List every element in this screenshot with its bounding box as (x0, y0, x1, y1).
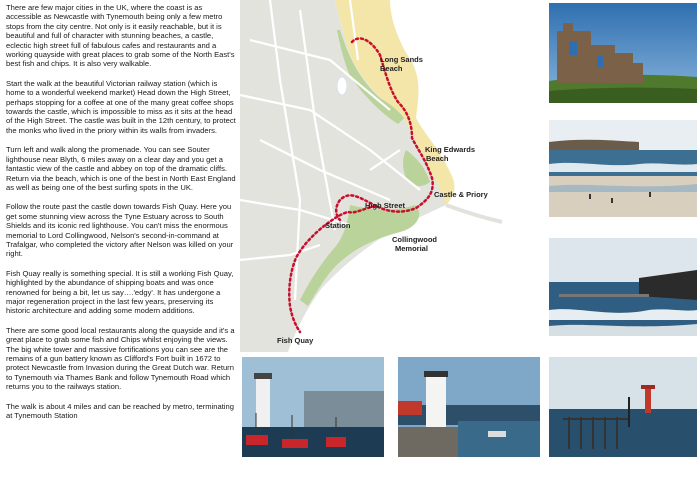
red-lighthouse-photo (549, 357, 697, 457)
label-king-edwards: King Edwards (425, 145, 476, 154)
label-collingwood: Collingwood (392, 235, 437, 244)
article-text (6, 3, 238, 430)
north-pier (446, 205, 502, 222)
fish-quay-photo (242, 357, 384, 457)
label-king-edwards-beach: Beach (426, 154, 449, 163)
paragraph-intro: There are few major cities in the UK, where the coast is as accessible as Newcastle with Tynemouth being only a few metro stops from the city centre. Not only is it easily reachable, but it is beautiful and full of character with stunning beaches, a castle, eclectic high street full of fabulous cafes and restaurants and a working quayside with great places to grab some of the North East's best fish and chips. It is also very walkable. (6, 3, 235, 69)
map-svg (240, 0, 545, 352)
beach-waves-photo (549, 120, 697, 217)
label-high-street: High Street (365, 201, 406, 210)
label-castle-priory: Castle & Priory (434, 190, 488, 199)
label-collingwood-memorial: Memorial (395, 244, 428, 253)
white-tower-photo (398, 357, 540, 457)
pier-sea-photo (549, 238, 697, 336)
label-fish-quay: Fish Quay (277, 336, 314, 345)
label-long-sands-beach: Beach (380, 64, 403, 73)
walk-map (240, 0, 545, 352)
paragraph-restaurants: There are some good local restaurants along the quayside and it's a great place to grab some fish and Chips whilst enjoying the views. The big white tower and massive fortifications you can see are the remains of a gun battery known as Clifford's Fort built in 1672 to protect Newcastle from Invasion during the Great Dutch war. Return to Tynemouth via Thames Bank and follow Tynemouth Road which returns you to the railways station. (6, 325, 235, 392)
paragraph-distance: The walk is about 4 miles and can be reached by metro, terminating at Tynemouth Station (6, 401, 234, 421)
label-station: Station (325, 221, 351, 230)
castle-ruins-photo (549, 3, 697, 103)
paragraph-fish-quay-route: Follow the route past the castle down towards Fish Quay. Here you get some stunning view across the Tyne Estuary across to South Shields and its iconic red lighthouse. You can't miss the enormous memorial to Lord Collingwood, Nelson's second-in-command at Trafalgar, who completed the victory after Nelson was killed on your right. (6, 202, 234, 259)
lake (337, 77, 347, 95)
paragraph-fish-quay: Fish Quay really is something special. It is still a working Fish Quay, highlighted by the abundance of shipping boats and was once renowned for being a bit, let us say….'edgy'. It has undergone a major regeneration project in the last few years, preserving its historic architecture and adding some modern additions. (6, 268, 234, 316)
label-long-sands: Long Sands (380, 55, 423, 64)
paragraph-station: Start the walk at the beautiful Victorian railway station (which is home to a wonderful weekend market) Head down the High Street, perhaps stopping for a coffee at one of the many great coffee shops towards the castle, which is impossible to miss as it sits at the head of the High Street. The castle was built in the 12th century, to protect the monks who lived in the priory within its walls from invaders. (6, 78, 236, 135)
paragraph-promenade: Turn left and walk along the promenade. You can see Souter lighthouse near Blyth, 6 miles away on a clear day and you get a fantastic view of the castle and abbey on top of the dramatic cliffs. Return via the beach, which is one of the best in North East England as well as being one of the best surfing spots in the UK. (6, 145, 236, 192)
